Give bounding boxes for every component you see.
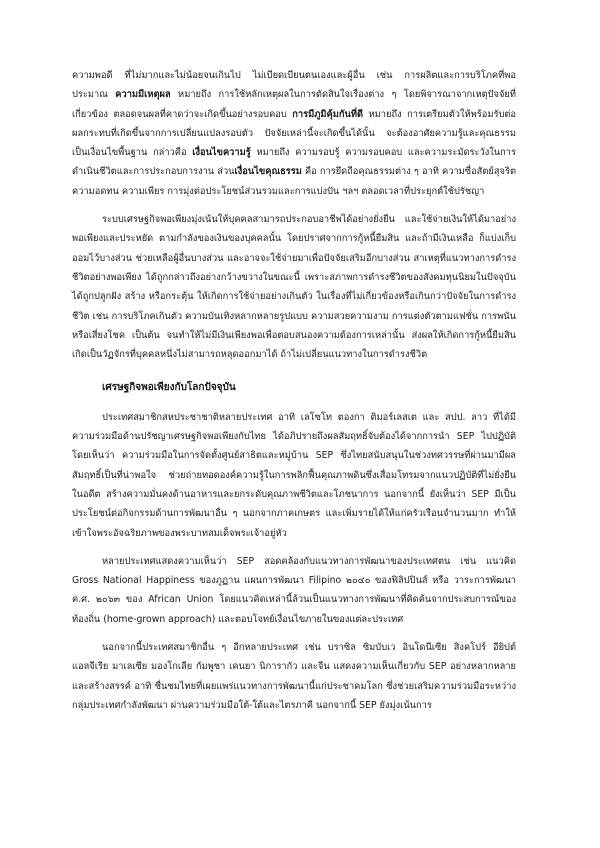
paragraph-un-members: ประเทศสมาชิกสหประชาชาติหลายประเทศ อาทิ เลโซโท ตองกา ติมอร์เลสเต และ สปป. ลาว ที่ได้มีความร่วมมือด้านปรัชญาเศรษฐกิจพอเพียงกับไทย ได้อภิปรายถึงผลสัมฤทธิ์จับต้องได้จากการนำ SEP ไปปฏิบัติ โดยเห็นว่า ความร่วมมือในการจัดตั้งศูนย์สาธิตและหมู่บ้าน SEP ซึ่งไทยสนับสนุนในช่วงทศวรรษที่ผ่านมามีผลสัมฤทธิ์เป็นที่น่าพอใจ ช่วยถ่ายทอดองค์ความรู้ในการพลิกฟื้นคุณภาพดินซึ่งเสื่อมโทรมจากแนวปฏิบัติที่ไม่ยั่งยืนในอดีต สร้างความมั่นคงด้านอาหารและยกระดับคุณภาพชีวิตและโภชนาการ นอกจากนี้ ยังเห็นว่า SEP มีเป็นประโยชน์ต่อกิจกรรมด้านการพัฒนาอื่น ๆ นอกจากภาคเกษตร และเพิ่มรายได้ให้แก่ครัวเรือนจำนวนมาก ทำให้เข้าใจพระอัจฉริยภาพของพระบาทสมเด็จพระเจ้าอยู่หัว <box>72 411 516 539</box>
paragraph-development-alignment: หลายประเทศแสดงความเห็นว่า SEP สอดคล้องกับแนวทางการพัฒนาของประเทศตน เช่น แนวคิด Gross National Happiness ของภูฏาน แผนการพัฒนา Filipino ๒๐๔๐ ของฟิลิปปินส์ หรือ วาระการพัฒนา ค.ศ. ๒๐๖๓ ของ African Union โดยแนวคิดเหล่านี้ล้วนเป็นแนวทางการพัฒนาที่คิดค้นจากประสบการณ์ของท้องถิ่น (home-grown approach) และตอบโจทย์เงื่อนไขภายในของแต่ละประเทศ <box>72 555 516 625</box>
term-morality-condition: เงื่อนไขคุณธรรม <box>234 166 302 178</box>
paragraph-other-members: นอกจากนี้ประเทศสมาชิกอื่น ๆ อีกหลายประเทศ เช่น บราซิล ซิมบับเว อินโดนีเซีย สิงคโปร์ อียิปต์ แอลจีเรีย มาเลเซีย มองโกเลีย กัมพูชา เคนยา นิการากัว และจีน แสดงความเห็นเกี่ยวกับ SEP อย่างหลากหลายและสร้างสรรค์ อาทิ ชื่นชมไทยที่เผยแพร่แนวทางการพัฒนานี้แก่ประชาคมโลก ซึ่งช่วยเสริมความร่วมมือระหว่างกลุ่มประเทศกำลังพัฒนา ผ่านความร่วมมือใต้-ใต้และไตรภาคี นอกจากนี้ SEP ยังมุ่งเน้นการ <box>72 642 516 711</box>
paragraph-text: หมายถึง ความรอบรู้ ความรอบคอบ และความระมัดระวังในการดำเนินชีวิตและการประกอบการงาน ส่วน <box>72 147 516 178</box>
term-immunity: การมีภูมิคุ้มกันที่ดี <box>292 108 364 120</box>
paragraph-text: หมายถึง การใช้หลักเหตุผลในการตัดสินใจเรื่องต่าง ๆ โดยพิจารณาจากเหตุปัจจัยที่เกี่ยวข้อง ตลอดจนผลที่คาดว่าจะเกิดขึ้นอย่างรอบคอบ <box>72 89 516 120</box>
term-knowledge-condition: เงื่อนไขความรู้ <box>192 147 251 159</box>
section-heading: เศรษฐกิจพอเพียงกับโลกปัจจุบัน <box>102 382 236 394</box>
paragraph-moderation-reasoning <box>72 66 516 201</box>
paragraph-text: คือ การยึดถือคุณธรรมต่าง ๆ อาทิ ความซื่อสัตย์สุจริต ความอดทน ความเพียร การมุ่งต่อประโยชน์ส่วนรวมและการแบ่งปัน ฯลฯ ตลอดเวลาที่ประยุกต์ใช้ปรัชญา <box>72 166 516 197</box>
term-reasonableness: ความมีเหตุผล <box>115 89 171 101</box>
paragraph-text: ความพอดี ที่ไม่มากและไม่น้อยจนเกินไป ไม่เบียดเบียนตนเองและผู้อื่น เช่น การผลิตและการบริโภคที่พอประมาณ <box>72 70 516 101</box>
paragraph-sufficiency-system: ระบบเศรษฐกิจพอเพียงมุ่งเน้นให้บุคคลสามารถประกอบอาชีพได้อย่างยั่งยืน และใช้จ่ายเงินให้ได้มาอย่างพอเพียงและประหยัด ตามกำลังของเงินของบุคคลนั้น โดยปราศจากการกู้หนี้ยืมสิน และถ้ามีเงินเหลือ ก็แบ่งเก็บออมไว้บางส่วน ช่วยเหลือผู้อื่นบางส่วน และอาจจะใช้จ่ายมาเพื่อปัจจัยเสริมอีกบางส่วน สาเหตุที่แนวทางการดำรงชีวิตอย่างพอเพียง ได้ถูกกล่าวถึงอย่างกว้างขวางในขณะนี้ เพราะสภาพการดำรงชีวิตของสังคมทุนนิยมในปัจจุบันได้ถูกปลูกฝัง สร้าง หรือกระตุ้น ให้เกิดการใช้จ่ายอย่างเกินตัว ในเรื่องที่ไม่เกี่ยวข้องหรือเกินกว่าปัจจัยในการดำรงชีวิต เช่น การบริโภคเกินตัว ความบันเทิงหลากหลายรูปแบบ ความสวยความงาม การแต่งตัวตามแฟชั่น การพนันหรือเสี่ยงโชค เป็นต้น จนทำให้ไม่มีเงินเพียงพอเพื่อตอบสนองความต้องการเหล่านั้น ส่งผลให้เกิดการกู้หนี้ยืมสิน เกิดเป็นวัฏจักรที่บุคคลหนึ่งไม่สามารถหลุดออกมาได้ ถ้าไม่เปลี่ยนแนวทางในการดำรงชีวิต <box>72 214 516 361</box>
paragraph-text: หมายถึง การเตรียมตัวให้พร้อมรับต่อผลกระทบที่เกิดขึ้นจากการเปลี่ยนแปลงรอบตัว ปัจจัยเหล่านี้จะเกิดขึ้นได้นั้น จะต้องอาศัยความรู้และคุณธรรม เป็นเงื่อนไขพื้นฐาน กล่าวคือ <box>72 108 517 159</box>
